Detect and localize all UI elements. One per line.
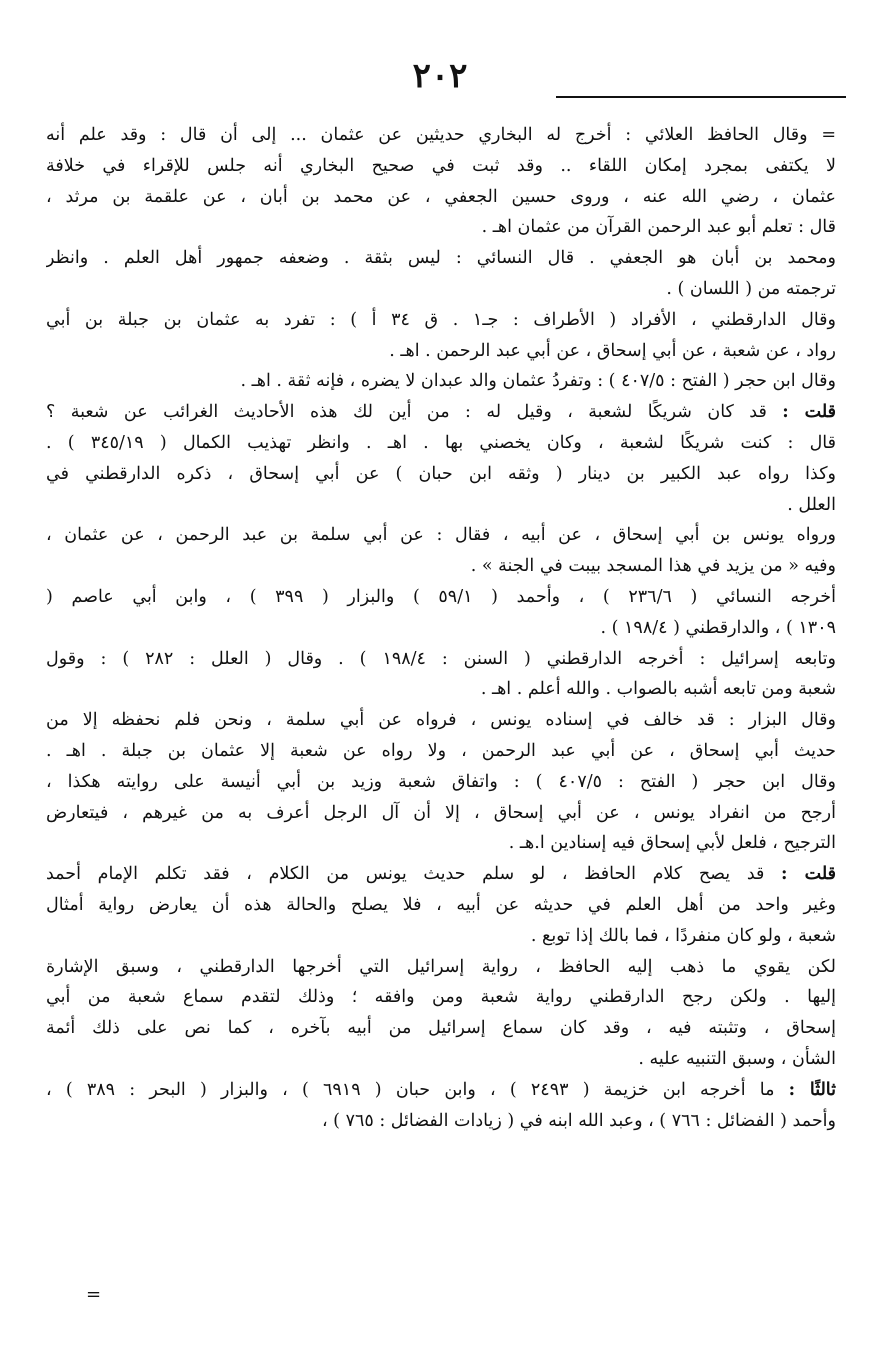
line-text: الشأن ، وسبق التنبيه عليه . — [638, 1048, 836, 1069]
text-line — [46, 212, 836, 243]
line-text: قد يصح كلام الحافظ ، لو سلم حديث يونس من الكلام ، فقد تكلم الإمام أحمد — [46, 864, 782, 885]
line-text: إليها . ولكن رجح الدارقطني رواية شعبة ومن وافقه ؛ وذلك لتقدم سماع شعبة من أبي — [46, 987, 836, 1008]
text-line — [46, 1013, 836, 1044]
text-line — [46, 674, 836, 705]
text-line — [46, 490, 836, 521]
text-line — [46, 705, 836, 736]
text-line — [46, 459, 836, 490]
text-line — [46, 644, 836, 675]
line-text: وتابعه إسرائيل : أخرجه الدارقطني ( السنن : ١٩٨/٤ ) . وقال ( العلل : ٢٨٢ ) : وقول — [46, 648, 836, 669]
header-rule — [556, 96, 846, 98]
text-line — [46, 366, 836, 397]
continuation-mark: = — [86, 1284, 102, 1305]
line-text: وفيه « من يزيد في هذا المسجد بيبت في الجنة » . — [470, 556, 836, 577]
line-text: ومحمد بن أبان هو الجعفي . قال النسائي : ليس بثقة . وضعفه جمهور أهل العلم . وانظر — [46, 248, 836, 269]
text-line — [46, 1044, 836, 1075]
text-line — [46, 613, 836, 644]
text-line — [46, 736, 836, 767]
line-text: قد كان شريكًا لشعبة ، وقيل له : من أين لك هذه الأحاديث الغرائب عن شعبة ؟ — [46, 402, 783, 423]
line-text: وكذا رواه عبد الكبير بن دينار ( وثقه ابن حبان ) عن أبي إسحاق ، ذكره الدارقطني في — [46, 463, 836, 484]
line-text: ما أخرجه ابن خزيمة ( ٢٤٩٣ ) ، وابن حبان ( ٦٩١٩ ) ، والبزار ( البحر : ٣٨٩ ) ، — [46, 1079, 789, 1100]
line-text: وقال ابن حجر ( الفتح : ٤٠٧/٥ ) : وتفردُ عثمان والد عبدان لا يضره ، فإنه ثقة . اهـ . — [240, 371, 836, 392]
text-line — [46, 767, 836, 798]
line-text: شعبة ، ولو كان منفردًا ، فما بالك إذا توبع . — [530, 925, 836, 946]
bold-keyword: قلت : — [782, 402, 836, 423]
line-text: الترجيح ، فلعل لأبي إسحاق فيه إسنادين ا.هـ . — [508, 833, 836, 854]
text-line — [46, 952, 836, 983]
line-text: قال : تعلم أبو عبد الرحمن القرآن من عثمان اهـ . — [481, 217, 836, 238]
bold-keyword: قلت : — [781, 864, 836, 885]
text-line — [46, 243, 836, 274]
text-line — [46, 982, 836, 1013]
text-line — [46, 921, 836, 952]
text-line — [46, 120, 836, 151]
line-text: = وقال الحافظ العلائي : أخرج له البخاري حديثين عن عثمان ... إلى أن قال : وقد علم أنه — [46, 125, 836, 145]
line-text: ورواه يونس بن أبي إسحاق ، عن أبيه ، فقال : عن أبي سلمة بن عبد الرحمن ، عن عثمان ، — [46, 525, 836, 546]
text-line — [46, 182, 836, 213]
text-line — [46, 798, 836, 829]
bold-keyword: ثالثًا : — [788, 1079, 836, 1100]
line-text: قال : كنت شريكًا لشعبة ، وكان يخصني بها . اهـ . وانظر تهذيب الكمال ( ٣٤٥/١٩ ) . — [46, 432, 836, 453]
line-text: عثمان ، رضي الله عنه ، وروى حسين الجعفي ، عن محمد بن أبان ، عن علقمة بن مرثد ، — [46, 186, 836, 207]
line-text: وقال البزار : قد خالف في إسناده يونس ، فرواه عن أبي سلمة ، ونحن فلم نحفظه إلا من — [46, 710, 836, 731]
line-text: وأحمد ( الفضائل : ٧٦٦ ) ، وعبد الله ابنه في ( زيادات الفضائل : ٧٦٥ ) ، — [321, 1110, 836, 1131]
text-line — [46, 336, 836, 367]
line-text: شعبة ومن تابعه أشبه بالصواب . والله أعلم . اهـ . — [480, 679, 836, 700]
line-text: لكن يقوي ما ذهب إليه الحافظ ، رواية إسرائيل التي أخرجها الدارقطني ، وسبق الإشارة — [46, 956, 836, 977]
line-text: رواد ، عن شعبة ، عن أبي إسحاق ، عن أبي عبد الرحمن . اهـ . — [389, 340, 836, 361]
text-line — [46, 428, 836, 459]
text-line — [46, 151, 836, 182]
text-line — [46, 551, 836, 582]
line-text: وقال ابن حجر ( الفتح : ٤٠٧/٥ ) : واتفاق شعبة وزيد بن أبي أنيسة على روايته هكذا ، — [46, 771, 836, 792]
line-text: أرجح من انفراد يونس ، عن أبي إسحاق ، إلا أن آل الرجل أعرف به من غيرهم ، فيتعارض — [46, 802, 836, 823]
text-line — [46, 1106, 836, 1137]
line-text: حديث أبي إسحاق ، عن أبي عبد الرحمن ، ولا رواه عن شعبة إلا عثمان بن جبلة . اهـ . — [46, 740, 836, 761]
page-number: ٢٠٢ — [412, 56, 468, 96]
line-text: وغير واحد من أهل العلم في حديثه عن أبيه ، فلا يصلح والحالة هذه أن يعارض رواية أمثال — [46, 894, 836, 915]
page-body-text — [46, 120, 836, 1136]
text-line — [46, 520, 836, 551]
line-text: العلل . — [787, 494, 836, 515]
text-line — [46, 274, 836, 305]
text-line — [46, 1075, 836, 1106]
line-text: ١٣٠٩ ) ، والدارقطني ( ١٩٨/٤ ) . — [600, 617, 836, 638]
text-line — [46, 397, 836, 428]
text-line — [46, 828, 836, 859]
line-text: أخرجه النسائي ( ٢٣٦/٦ ) ، وأحمد ( ٥٩/١ ) والبزار ( ٣٩٩ ) ، وابن أبي عاصم ( — [46, 586, 836, 607]
text-line — [46, 305, 836, 336]
text-line — [46, 859, 836, 890]
line-text: إسحاق ، وتثبته فيه ، وقد كان سماع إسرائيل من أبيه بآخره ، كما نص على ذلك أئمة — [46, 1018, 836, 1039]
line-text: وقال الدارقطني ، الأفراد ( الأطراف : جـ١ . ق ٣٤ أ ) : تفرد به عثمان بن جبلة بن أبي — [46, 309, 836, 330]
line-text: لا يكتفى بمجرد إمكان اللقاء .. وقد ثبت في صحيح البخاري أنه جلس للإقراء في خلافة — [46, 155, 836, 176]
line-text: ترجمته من ( اللسان ) . — [666, 278, 836, 299]
text-line — [46, 582, 836, 613]
text-line — [46, 890, 836, 921]
